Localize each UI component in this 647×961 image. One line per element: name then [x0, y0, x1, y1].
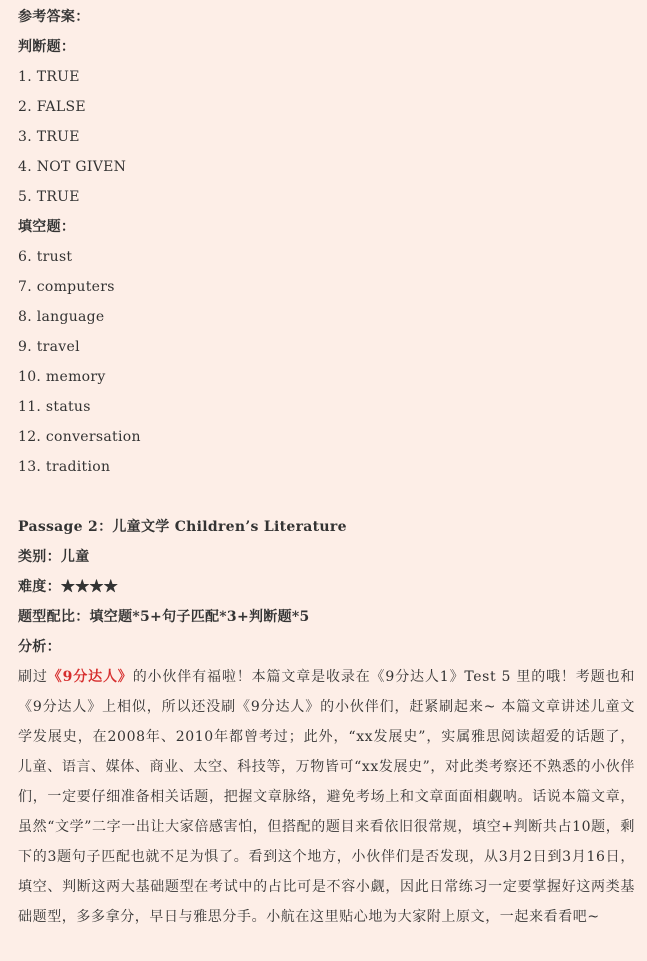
fill-blank-heading: 填空题：: [18, 219, 76, 235]
analysis-body: 的小伙伴有福啦！本篇文章是收录在《9分达人1》Test 5 里的哦！考题也和《9分达人》上相似，所以还没刷《9分达人》的小伙伴们，赶紧刷起来~ 本篇文章讲述儿童文学发展史，在2008年、2010年都曾考过；此外，“xx发展史”，实属雅思阅读超爱的话题了，儿童、语言、媒体、商业、太空、科技等，万物皆可“xx发展史”，对此类考察还不熟悉的小伙伴们，一定要仔细准备相关话题，把握文章脉络，避免考场上和文章面面相觑呐。话说本篇文章，虽然“文学”二字一出让大家倍感害怕，但搭配的题目来看依旧很常规，填空+判断共占10题，剩下的3题句子匹配也就不足为惧了。看到这个地方，小伙伴们是否发现，从3月2日到3月16日，填空、判断这两大基础题型在考试中的占比可是不容小觑，因此日常练习一定要掌握好这两类基础题型，多多拿分，早日与雅思分手。小航在这里贴心地为大家附上原文，一起来看看吧~: [18, 669, 635, 925]
book-highlight: 《9分达人》: [47, 669, 133, 685]
analysis-label: 分析：: [18, 639, 61, 655]
passage-difficulty: 难度：★★★★: [18, 579, 119, 595]
answer-item: 7. computers: [18, 279, 115, 295]
answer-item: 13. tradition: [18, 459, 111, 475]
analysis-prefix: 刷过: [18, 669, 48, 685]
answer-item: 11. status: [18, 399, 91, 415]
true-false-heading: 判断题：: [18, 39, 76, 55]
answer-item: 10. memory: [18, 369, 106, 385]
passage-category: 类别：儿童: [18, 549, 90, 565]
answer-item: 9. travel: [18, 339, 80, 355]
answers-heading: 参考答案：: [18, 9, 90, 25]
passage-question-mix: 题型配比：填空题*5+句子匹配*3+判断题*5: [18, 609, 310, 625]
answer-item: 1. TRUE: [18, 69, 80, 85]
answer-item: 2. FALSE: [18, 99, 86, 115]
analysis-paragraph: [18, 662, 635, 932]
answer-item: 12. conversation: [18, 429, 141, 445]
passage-title: Passage 2：儿童文学 Children’s Literature: [18, 519, 347, 535]
answer-item: 3. TRUE: [18, 129, 80, 145]
answer-item: 6. trust: [18, 249, 73, 265]
answer-item: 4. NOT GIVEN: [18, 159, 127, 175]
answer-item: 8. language: [18, 309, 105, 325]
answer-item: 5. TRUE: [18, 189, 80, 205]
section-spacer: [18, 482, 647, 512]
